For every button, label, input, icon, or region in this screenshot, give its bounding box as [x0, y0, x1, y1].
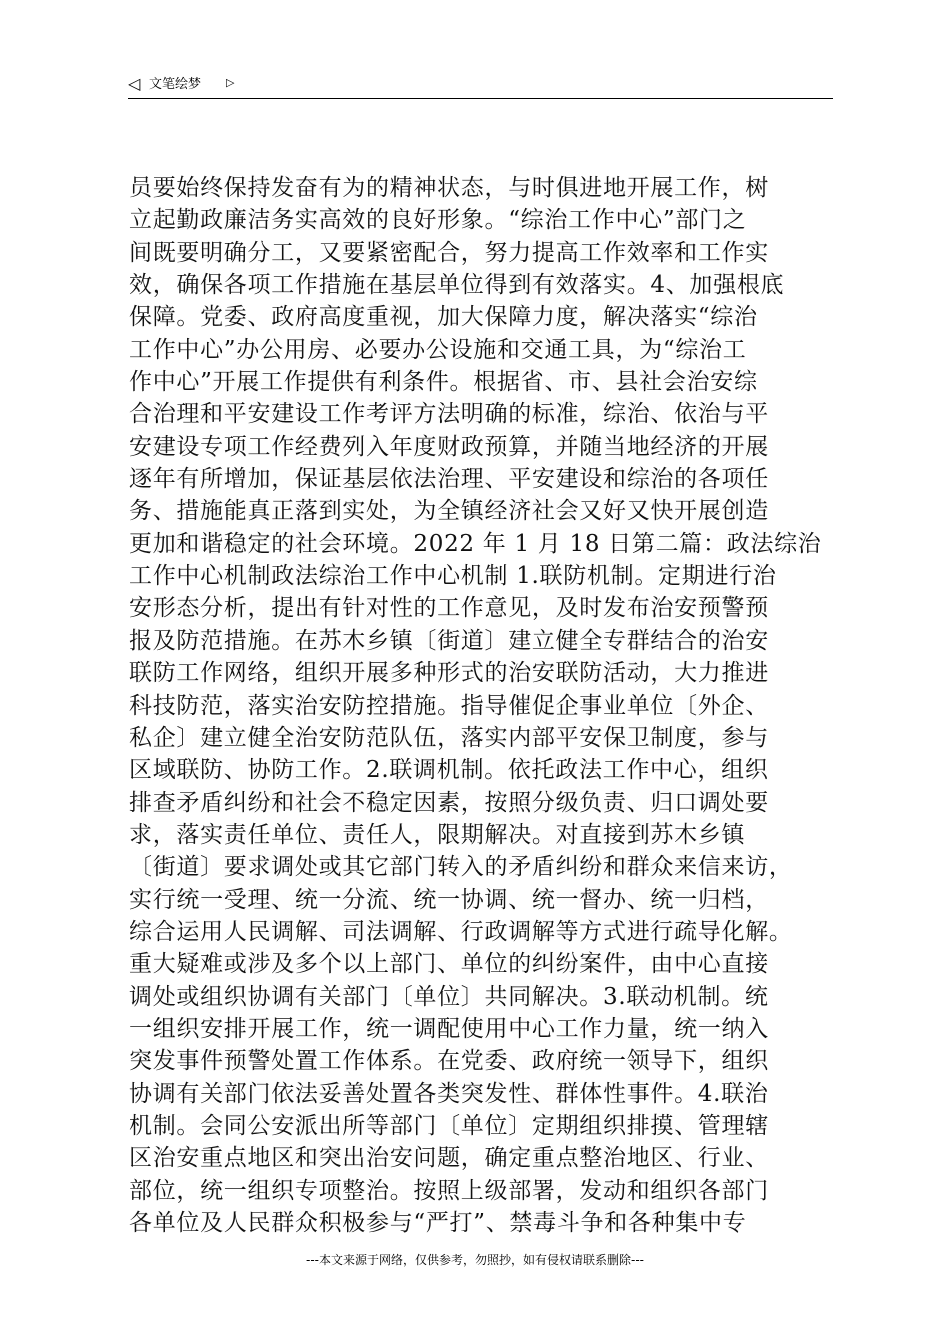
text-line: 联防工作网络，组织开展多种形式的治安联防活动，大力推进 — [129, 660, 769, 687]
text-line: 工作中心”办公用房、必要办公设施和交通工具，为“综治工 — [129, 336, 747, 363]
text-line: 〔街道〕要求调处或其它部门转入的矛盾纠纷和群众来信来访， — [129, 854, 793, 881]
right-triangle-icon: ▷ — [226, 76, 235, 89]
text-line: 保障。党委、政府高度重视，加大保障力度，解决落实“综治 — [129, 304, 758, 331]
text-line: 协调有关部门依法妥善处置各类突发性、群体性事件。4.联治 — [129, 1080, 769, 1107]
text-line: 综合运用人民调解、司法调解、行政调解等方式进行疏导化解。 — [129, 918, 793, 945]
text-line: 排查矛盾纠纷和社会不稳定因素，按照分级负责、归口调处要 — [129, 789, 769, 816]
page-header — [128, 72, 833, 99]
text-line: 安形态分析，提出有针对性的工作意见，及时发布治安预警预 — [129, 595, 769, 622]
text-line: 逐年有所增加，保证基层依法治理、平安建设和综治的各项任 — [129, 466, 769, 493]
text-line: 效，确保各项工作措施在基层单位得到有效落实。4、加强根底 — [129, 272, 785, 299]
text-line: 员要始终保持发奋有为的精神状态，与时俱进地开展工作，树 — [129, 175, 769, 201]
text-line: 务、措施能真正落到实处，为全镇经济社会又好又快开展创造 — [129, 498, 769, 525]
text-line: 求，落实责任单位、责任人，限期解决。对直接到苏木乡镇 — [129, 821, 746, 848]
text-line: 各单位及人民群众积极参与“严打”、禁毒斗争和各种集中专 — [129, 1210, 747, 1236]
text-line: 重大疑难或涉及多个以上部门、单位的纠纷案件，由中心直接 — [129, 951, 769, 978]
text-line: 更加和谐稳定的社会环境。2022 年 1 月 18 日第二篇：政法综治 — [129, 530, 822, 557]
text-line: 机制。会同公安派出所等部门〔单位〕定期组织排摸、管理辖 — [129, 1112, 769, 1139]
text-line: 报及防范措施。在苏木乡镇〔街道〕建立健全专群结合的治安 — [129, 627, 769, 654]
footer-notice: ---本文来源于网络，仅供参考，勿照抄，如有侵权请联系删除--- — [306, 1253, 644, 1267]
text-line: 一组织安排开展工作，统一调配使用中心工作力量，统一纳入 — [129, 1015, 769, 1042]
text-line: 安建设专项工作经费列入年度财政预算，并随当地经济的开展 — [129, 433, 769, 460]
body-text — [129, 172, 839, 1239]
text-line: 调处或组织协调有关部门〔单位〕共同解决。3.联动机制。统 — [129, 983, 769, 1010]
text-line: 实行统一受理、统一分流、统一协调、统一督办、统一归档， — [129, 886, 769, 913]
left-triangle-icon: ◁ — [128, 74, 141, 93]
text-line: 作中心”开展工作提供有利条件。根据省、市、县社会治安综 — [129, 369, 758, 396]
header-brand: 文笔绘梦 — [149, 77, 202, 92]
text-line: 间既要明确分工，又要紧密配合，努力提高工作效率和工作实 — [129, 239, 769, 266]
text-line: 区域联防、协防工作。2.联调机制。依托政法工作中心，组织 — [129, 757, 769, 784]
text-line: 突发事件预警处置工作体系。在党委、政府统一领导下，组织 — [129, 1048, 769, 1075]
text-line: 私企〕建立健全治安防范队伍，落实内部平安保卫制度，参与 — [129, 724, 769, 751]
text-line: 区治安重点地区和突出治安问题，确定重点整治地区、行业、 — [129, 1145, 769, 1172]
text-line: 工作中心机制政法综治工作中心机制 1.联防机制。定期进行治 — [129, 563, 777, 590]
text-line: 合治理和平安建设工作考评方法明确的标准，综治、依治与平 — [129, 401, 769, 428]
text-line: 部位，统一组织专项整治。按照上级部署，发动和组织各部门 — [129, 1177, 769, 1204]
text-line: 科技防范，落实治安防控措施。指导催促企事业单位〔外企、 — [129, 692, 769, 719]
text-line: 立起勤政廉洁务实高效的良好形象。“综治工作中心”部门之 — [129, 207, 747, 234]
